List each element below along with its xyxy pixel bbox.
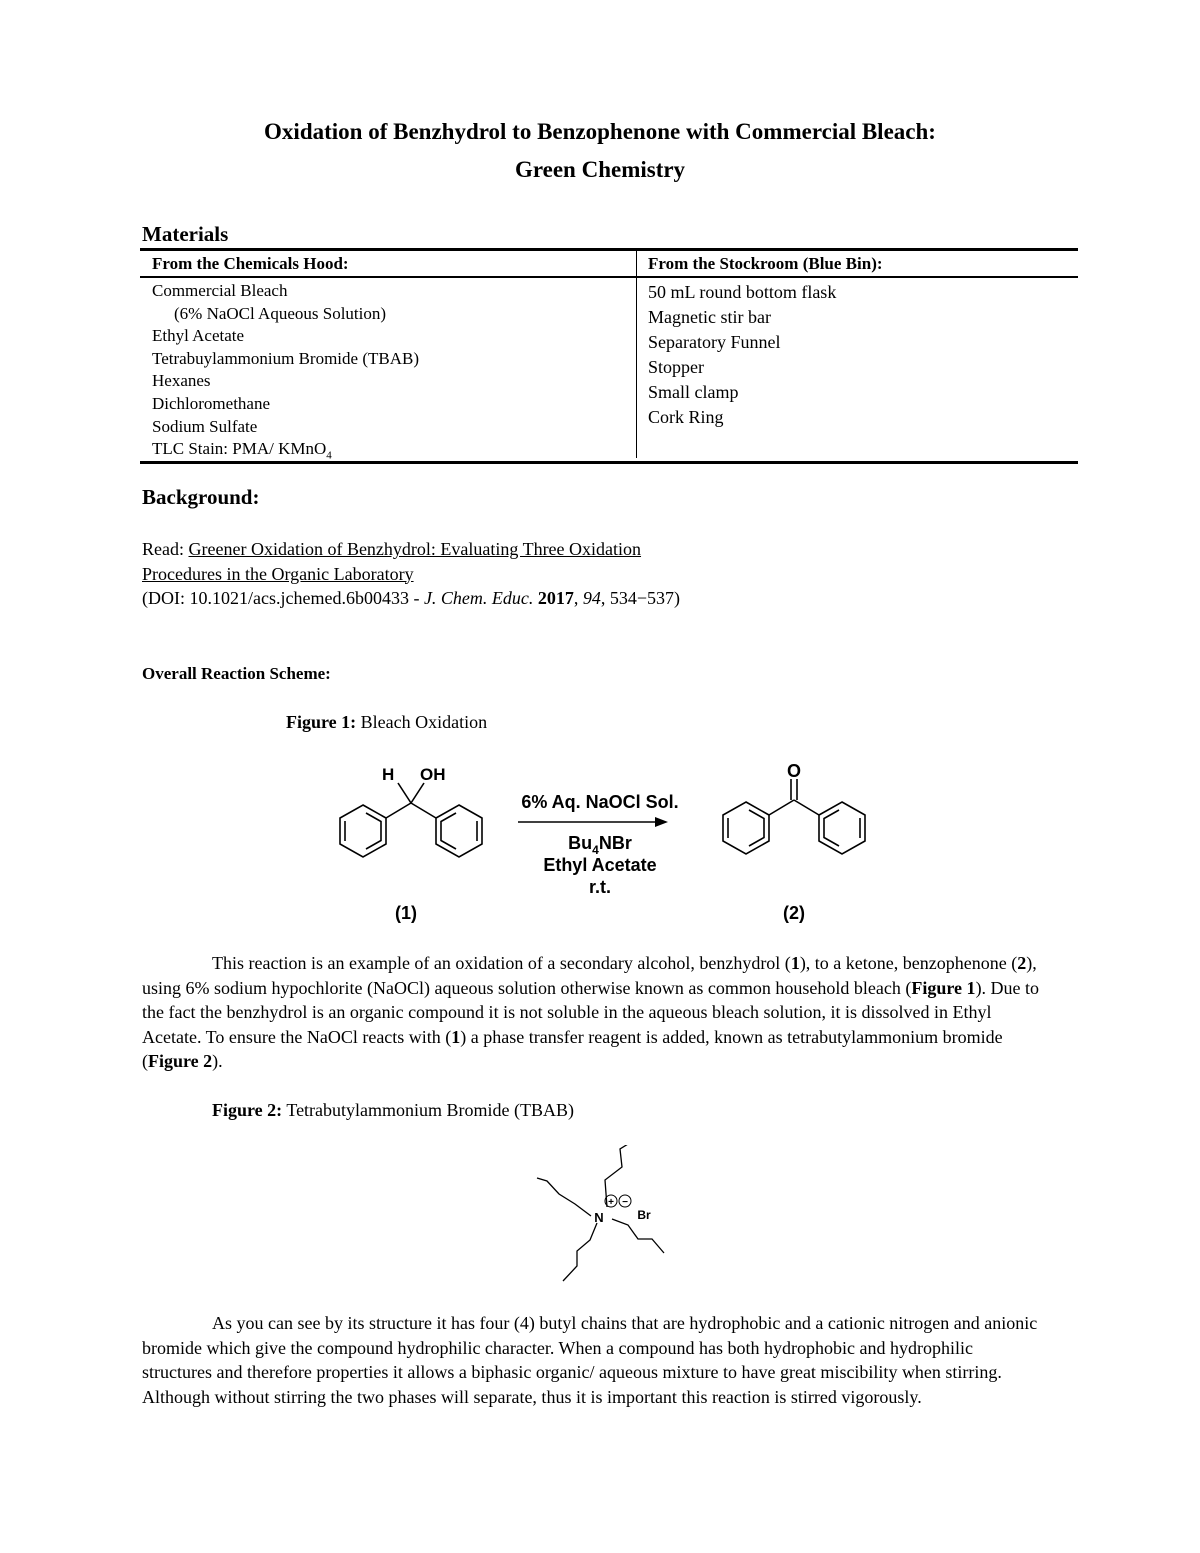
list-item: Stopper — [648, 357, 704, 377]
benzhydrol-structure — [340, 783, 482, 857]
positive-charge-icon: + — [608, 1197, 614, 1208]
figure-1-title: Bleach Oxidation — [356, 712, 488, 732]
background-heading: Background: — [142, 485, 260, 509]
title-line-1: Oxidation of Benzhydrol to Benzophenone with Commercial Bleach: — [264, 119, 936, 144]
para2-text: As you can see by its structure it has four (4) butyl chains that are hydrophobic and a cationic nitrogen and anionic bromide which give the compound hydrophilic character. When a compound has both hydrophobic and hydrophilic structures and therefore properties it allows a biphasic organic/ aqueous mixture to have great miscibility when stirring. Although without stirring the two phases will separate, thus it is important this reaction is stirred vigorously. — [142, 1313, 1038, 1407]
reagent-bu: Bu — [568, 833, 593, 853]
butyl-chain-bottom-left — [563, 1223, 597, 1281]
figure-2-title: Tetrabutylammonium Bromide (TBAB) — [282, 1100, 575, 1120]
reagent-nbr: NBr — [598, 833, 632, 853]
compound-label-1: (1) — [395, 903, 417, 923]
para1-bold-2: 2 — [1017, 953, 1027, 973]
read-label: Read: — [142, 539, 189, 559]
title-line-2: Green Chemistry — [514, 157, 686, 182]
para1-text-5: ) a phase transfer reagent is added, known as tetrabutylammonium bromide ( — [142, 1026, 1003, 1071]
figure-2-label: Figure 2: — [212, 1100, 283, 1120]
journal-name: J. Chem. Educ. — [423, 588, 534, 608]
journal-volume: 94 — [582, 588, 601, 608]
aromatic-bonds-left — [366, 813, 381, 849]
hydroxyl-group-label: OH — [420, 765, 446, 784]
list-item: Tetrabuylammonium Bromide (TBAB) — [152, 348, 419, 368]
doi-text: (DOI: 10.1021/acs.jchemed.6b00433 - — [142, 588, 424, 608]
reaction-scheme-figure — [0, 755, 1200, 935]
benzene-ring-left — [340, 805, 386, 857]
tlc-stain-text: TLC Stain: PMA/ KMnO — [152, 439, 327, 459]
bond-carbon-to-ring-right — [411, 803, 436, 818]
article-link-part-1[interactable]: Greener Oxidation of Benzhydrol: Evaluating Three Oxidation — [188, 539, 642, 559]
para1-text-2: ), to a ketone, benzophenone ( — [799, 953, 1018, 973]
reagent-line-2 — [568, 833, 632, 857]
butyl-chain-left — [537, 1178, 591, 1216]
list-item: Commercial Bleach — [152, 281, 288, 300]
hydrogen-atom-label: H — [382, 765, 395, 784]
benzene-ring-right-product — [819, 802, 865, 854]
stockroom-column-header: From the Stockroom (Blue Bin): — [648, 254, 883, 273]
reaction-arrow-head — [655, 817, 668, 827]
subscript-4: 4 — [326, 449, 332, 462]
stockroom-items-list — [648, 280, 836, 430]
bromide-label: Br — [637, 1208, 651, 1222]
document-title — [0, 113, 1200, 189]
para1-bold-3: Figure 1 — [911, 977, 976, 998]
para1-text-3: ), using 6% sodium hypochlorite (NaOCl) aqueous solution otherwise known as common household bleach ( — [142, 953, 1037, 998]
journal-pages: 534−537) — [609, 588, 681, 608]
paragraph-1 — [142, 951, 1042, 1074]
para1-bold-5: Figure 2 — [148, 1051, 213, 1071]
aromatic-bonds-right — [441, 813, 456, 849]
aromatic-bonds-left-product — [749, 810, 764, 846]
list-item: 50 mL round bottom flask — [648, 282, 837, 302]
list-item: Small clamp — [648, 382, 739, 402]
reagent-line-1: 6% Aq. NaOCl Sol. — [521, 792, 679, 812]
list-item — [152, 438, 419, 461]
materials-heading: Materials — [142, 222, 229, 246]
bond-left-ring-to-carbonyl — [769, 800, 794, 815]
para1-text-1: This reaction is an example of an oxidation of a secondary alcohol, benzhydrol ( — [212, 953, 791, 973]
list-item: Cork Ring — [648, 407, 724, 427]
reaction-scheme-heading: Overall Reaction Scheme: — [142, 664, 331, 683]
tbab-structure-figure — [0, 1145, 1200, 1295]
figure-2-caption — [212, 1100, 574, 1121]
doi-line: (DOI: 10.1021/acs.jchemed.6b00433 - J. Chem. Educ. 2017, 94, 534−537) — [142, 588, 681, 608]
butyl-chain-right — [612, 1219, 664, 1253]
list-item: Sodium Sulfate — [152, 416, 258, 436]
paragraph-2 — [142, 1311, 1042, 1409]
reference-line-2 — [142, 562, 680, 587]
aromatic-bonds-right-product — [824, 810, 839, 846]
list-item: (6% NaOCl Aqueous Solution) — [174, 303, 387, 323]
column-divider — [636, 251, 637, 458]
bond-carbon-to-oh — [411, 783, 424, 803]
list-item: Dichloromethane — [152, 393, 271, 413]
para1-text-6: ). — [212, 1051, 223, 1071]
para1-bold-4: 1 — [451, 1026, 461, 1047]
reagent-bu-subscript: 4 — [592, 843, 599, 857]
negative-charge-icon: − — [622, 1197, 628, 1208]
bond-carbon-to-h — [398, 783, 411, 803]
reagent-line-4: r.t. — [588, 877, 612, 897]
bond-ring-left-to-carbon — [386, 803, 411, 818]
benzophenone-structure — [723, 779, 865, 854]
reagent-line-3: Ethyl Acetate — [543, 855, 657, 875]
list-item: Hexanes — [152, 371, 211, 391]
hood-column-header: From the Chemicals Hood: — [152, 254, 349, 273]
reading-reference — [142, 537, 680, 611]
para1-bold-1: 1 — [790, 953, 800, 973]
list-item: Separatory Funnel — [648, 332, 781, 352]
benzene-ring-left-product — [723, 802, 769, 854]
compound-label-2: (2) — [783, 903, 805, 923]
oxygen-atom-label: O — [786, 761, 802, 781]
list-item: Ethyl Acetate — [152, 326, 245, 346]
list-item: Magnetic stir bar — [648, 307, 771, 327]
hood-items-list — [152, 280, 419, 461]
para1-text-4: ). Due to the fact the benzhydrol is an organic compound it is not soluble in the aqueous bleach solution, it is dissolved in Ethyl Acetate. To ensure the NaOCl reacts with ( — [142, 977, 1040, 1047]
materials-table — [140, 248, 1078, 464]
article-link-part-2[interactable]: Procedures in the Organic Laboratory — [142, 563, 414, 584]
figure-1-caption — [286, 712, 487, 733]
materials-table-header — [140, 251, 1078, 278]
bond-carbonyl-to-right-ring — [794, 800, 819, 815]
nitrogen-atom-label: N — [594, 1210, 604, 1225]
journal-year: 2017 — [537, 588, 574, 608]
benzene-ring-right — [436, 805, 482, 857]
reference-line-1 — [142, 537, 680, 562]
figure-1-label: Figure 1: — [286, 712, 357, 732]
